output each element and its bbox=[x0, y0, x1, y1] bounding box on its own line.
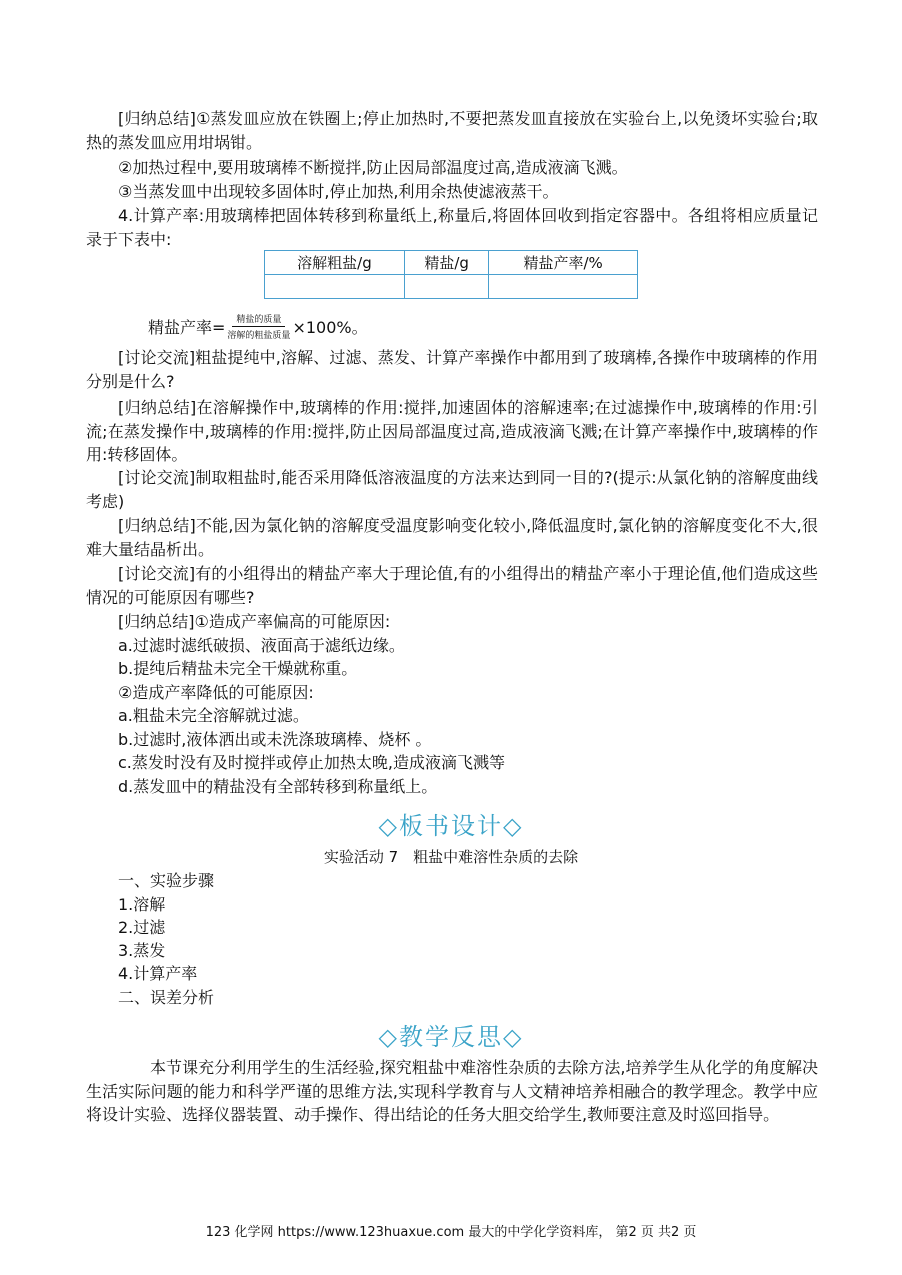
table-header-cell: 精盐产率/% bbox=[489, 251, 638, 275]
summary-1: [归纳总结]在溶解操作中,玻璃棒的作用:搅拌,加速固体的溶解速率;在过滤操作中,玻璃棒的作用:引流;在蒸发操作中,玻璃棒的作用:搅拌,防止因局部温度过高,造成液滴飞溅;在计算产率操作中,玻璃棒的作用:转移固体。 bbox=[86, 398, 818, 464]
table-cell bbox=[404, 275, 488, 299]
cause-low-c: c.蒸发时没有及时搅拌或停止加热太晚,造成液滴飞溅等 bbox=[118, 753, 505, 772]
board-design-heading: ◇板书设计◇ bbox=[378, 812, 524, 840]
table-cell bbox=[265, 275, 405, 299]
yield-formula bbox=[148, 312, 368, 341]
table-header-cell: 溶解粗盐/g bbox=[265, 251, 405, 275]
board-item: 二、误差分析 bbox=[118, 988, 215, 1007]
board-item: 2.过滤 bbox=[118, 918, 166, 937]
page-footer: 123 化学网 https://www.123huaxue.com 最大的中学化学资料库， 第2 页 共2 页 bbox=[205, 1225, 697, 1240]
table-row bbox=[265, 275, 638, 299]
table-cell bbox=[489, 275, 638, 299]
cause-low-a: a.粗盐未完全溶解就过滤。 bbox=[118, 706, 309, 725]
reflection-paragraph: 本节课充分利用学生的生活经验,探究粗盐中难溶性杂质的去除方法,培养学生从化学的角度解决生活实际问题的能力和科学严谨的思维方法,实现科学教育与人文精神培养相融合的教学理念。教学中应将设计实验、选择仪器装置、动手操作、得出结论的任务大胆交给学生,教师要注意及时巡回指导。 bbox=[86, 1058, 818, 1124]
cause-high-b: b.提纯后精盐未完全干燥就称重。 bbox=[118, 659, 358, 678]
summary-3: [归纳总结]①造成产率偏高的可能原因: bbox=[118, 612, 391, 631]
board-item: 1.溶解 bbox=[118, 895, 166, 914]
cause-low-b: b.过滤时,液体洒出或未洗涤玻璃棒、烧杯 。 bbox=[118, 730, 432, 749]
cause-high-a: a.过滤时滤纸破损、液面高于滤纸边缘。 bbox=[118, 636, 405, 655]
discussion-1: [讨论交流]粗盐提纯中,溶解、过滤、蒸发、计算产率操作中都用到了玻璃棒,各操作中玻璃棒的作用分别是什么? bbox=[86, 348, 818, 391]
formula-denominator: 溶解的粗盐质量 bbox=[227, 331, 291, 341]
board-title: 实验活动 7 粗盐中难溶性杂质的去除 bbox=[323, 848, 579, 866]
board-item: 4.计算产率 bbox=[118, 964, 198, 983]
table-header-cell: 精盐/g bbox=[404, 251, 488, 275]
teaching-reflection-heading: ◇教学反思◇ bbox=[378, 1023, 524, 1051]
summary-paragraph-2: ②加热过程中,要用玻璃棒不断搅拌,防止因局部温度过高,造成液滴飞溅。 bbox=[118, 158, 628, 177]
step-4-paragraph: 4.计算产率:用玻璃棒把固体转移到称量纸上,称量后,将固体回收到指定容器中。各组将相应质量记录于下表中: bbox=[86, 206, 818, 249]
table-header-row bbox=[265, 251, 638, 275]
discussion-3: [讨论交流]有的小组得出的精盐产率大于理论值,有的小组得出的精盐产率小于理论值,他们造成这些情况的可能原因有哪些? bbox=[86, 564, 818, 607]
cause-low-d: d.蒸发皿中的精盐没有全部转移到称量纸上。 bbox=[118, 777, 438, 796]
formula-prefix: 精盐产率= bbox=[148, 318, 226, 337]
summary-paragraph-1: [归纳总结]①蒸发皿应放在铁圈上;停止加热时,不要把蒸发皿直接放在实验台上,以免烫坏实验台;取热的蒸发皿应用坩埚钳。 bbox=[86, 109, 818, 152]
mass-record-table bbox=[264, 250, 638, 299]
board-item: 3.蒸发 bbox=[118, 941, 166, 960]
formula-numerator: 精盐的质量 bbox=[232, 312, 285, 327]
summary-paragraph-3: ③当蒸发皿中出现较多固体时,停止加热,利用余热使滤液蒸干。 bbox=[118, 182, 559, 201]
board-item: 一、实验步骤 bbox=[118, 871, 215, 890]
summary-4: ②造成产率降低的可能原因: bbox=[118, 683, 314, 702]
discussion-2: [讨论交流]制取粗盐时,能否采用降低溶液温度的方法来达到同一目的?(提示:从氯化钠的溶解度曲线考虑) bbox=[86, 468, 818, 511]
formula-suffix: ×100%。 bbox=[292, 318, 368, 337]
summary-2: [归纳总结]不能,因为氯化钠的溶解度受温度影响变化较小,降低温度时,氯化钠的溶解度变化不大,很难大量结晶析出。 bbox=[86, 516, 818, 559]
formula-fraction bbox=[227, 312, 290, 341]
